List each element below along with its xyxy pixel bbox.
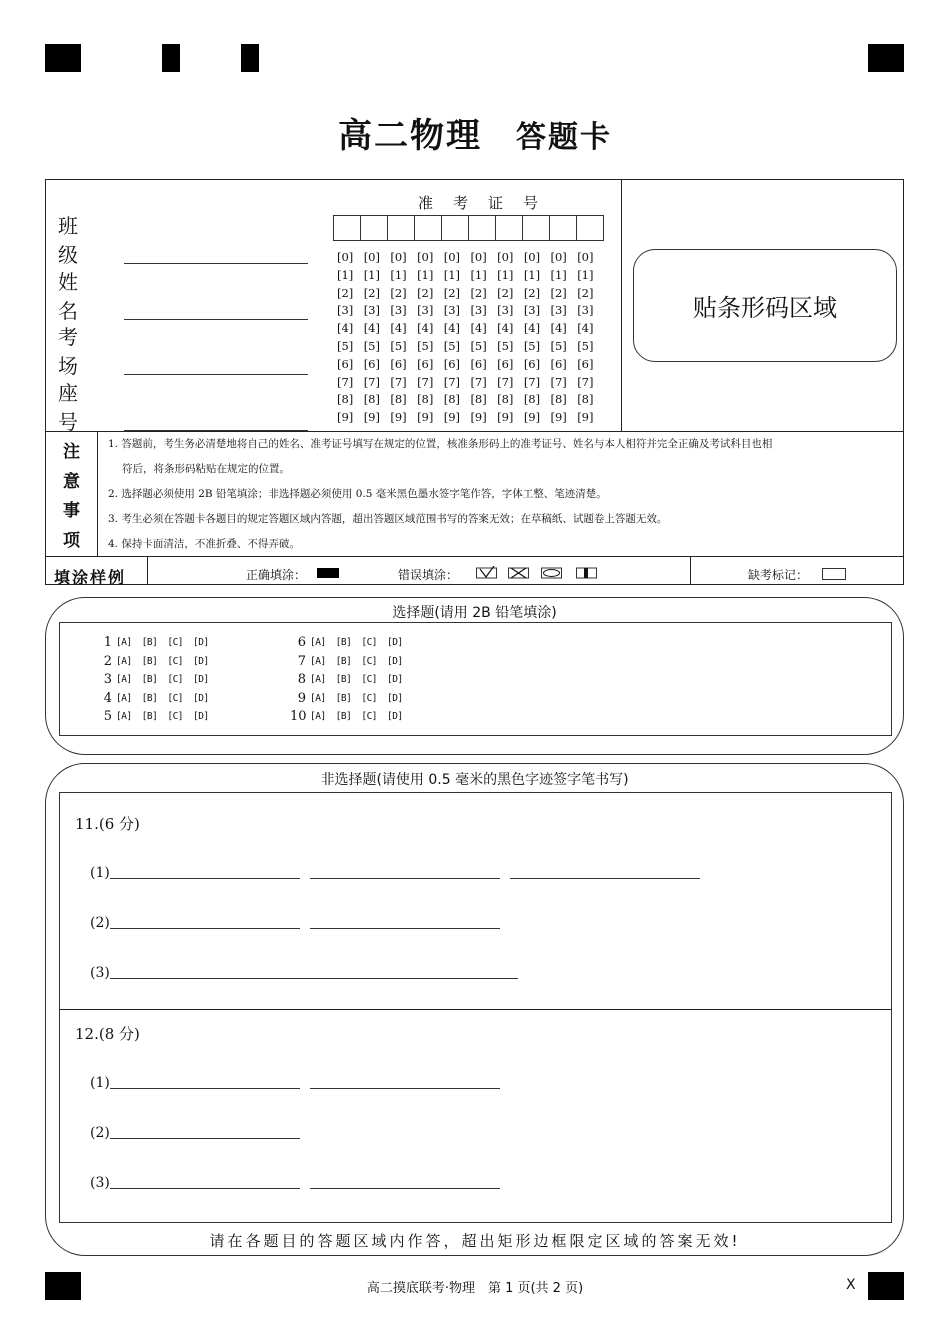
correct-fill-sample xyxy=(317,568,339,578)
option-bubble[interactable]: [D] xyxy=(193,711,209,722)
timing-mark xyxy=(45,44,81,72)
digit-row xyxy=(337,302,604,320)
choice-column-left[interactable] xyxy=(96,634,219,727)
title-card: 答题卡 xyxy=(516,120,612,155)
digit-bubble[interactable]: [6] xyxy=(523,356,541,371)
digit-bubble[interactable]: [3] xyxy=(337,303,354,318)
choice-question-row xyxy=(96,653,219,672)
digit-bubble[interactable]: [3] xyxy=(470,303,487,318)
digit-bubble[interactable]: [5] xyxy=(523,338,541,353)
digit-bubble[interactable]: [2] xyxy=(523,285,541,300)
option-bubble[interactable]: [D] xyxy=(387,655,403,667)
info-panel xyxy=(45,179,904,585)
digit-row xyxy=(337,391,604,409)
digit-bubble[interactable]: [0] xyxy=(337,250,354,264)
digit-bubble[interactable]: [3] xyxy=(390,303,407,318)
option-bubble[interactable]: [B] xyxy=(335,692,352,704)
option-bubble[interactable]: [C] xyxy=(361,674,378,685)
name-field[interactable]: 姓名 xyxy=(58,266,308,324)
digit-bubble[interactable]: [7] xyxy=(497,374,514,389)
nonchoice-section xyxy=(45,763,904,1256)
option-bubble[interactable]: [D] xyxy=(193,674,209,685)
question-number: 3 xyxy=(103,672,112,687)
digit-bubble[interactable]: [1] xyxy=(443,267,461,282)
question-11-title: 11.(6 分) xyxy=(75,815,140,833)
digit-bubble[interactable]: [6] xyxy=(577,356,594,371)
digit-bubble[interactable]: [7] xyxy=(390,374,407,389)
choice-question-row xyxy=(96,708,219,727)
class-field[interactable]: 班级 xyxy=(58,210,308,268)
option-bubble[interactable]: [A] xyxy=(310,655,326,667)
q11-part3[interactable]: (3) xyxy=(90,964,518,981)
option-bubble[interactable]: [D] xyxy=(193,655,209,667)
digit-bubble[interactable]: [3] xyxy=(443,303,461,318)
digit-bubble[interactable]: [4] xyxy=(523,321,541,336)
digit-bubble[interactable]: [1] xyxy=(577,267,594,282)
digit-bubble[interactable]: [8] xyxy=(497,392,514,407)
digit-bubble[interactable]: [6] xyxy=(443,356,461,371)
digit-bubble[interactable]: [5] xyxy=(390,338,407,353)
option-bubble[interactable]: [A] xyxy=(116,692,132,704)
choice-question-row xyxy=(290,708,413,727)
digit-bubble[interactable]: [3] xyxy=(363,303,380,318)
option-bubble[interactable]: [B] xyxy=(141,692,158,704)
digit-bubble[interactable]: [9] xyxy=(523,410,541,425)
note-line: 4. 保持卡面清洁，不准折叠、不得弄破。 xyxy=(108,538,300,550)
digit-bubble[interactable]: [1] xyxy=(470,267,487,282)
option-bubble[interactable]: [C] xyxy=(167,655,184,667)
digit-bubble[interactable]: [7] xyxy=(417,374,434,389)
digit-bubble[interactable]: [3] xyxy=(523,303,541,318)
digit-row xyxy=(337,409,604,427)
option-bubble[interactable]: [A] xyxy=(310,692,326,704)
option-bubble[interactable]: [B] xyxy=(141,637,158,648)
choice-column-right[interactable] xyxy=(290,634,413,727)
question-number: 2 xyxy=(103,653,112,669)
question-12-title: 12.(8 分) xyxy=(75,1025,140,1043)
digit-bubble[interactable]: [0] xyxy=(577,250,594,264)
digit-bubble[interactable]: [0] xyxy=(523,250,541,264)
digit-bubble[interactable]: [9] xyxy=(497,410,514,425)
digit-bubble[interactable]: [7] xyxy=(470,374,487,389)
digit-bubble[interactable]: [1] xyxy=(417,267,434,282)
digit-bubble[interactable]: [8] xyxy=(363,392,380,407)
digit-row xyxy=(337,267,604,285)
digit-bubble[interactable]: [1] xyxy=(363,267,380,282)
option-bubble[interactable]: [D] xyxy=(387,692,403,704)
digit-bubble[interactable]: [9] xyxy=(363,410,380,425)
answer-area-warning: 请在各题目的答题区域内作答，超出矩形边框限定区域的答案无效! xyxy=(209,1232,741,1250)
digit-bubble[interactable]: [5] xyxy=(443,338,461,353)
option-bubble[interactable]: [A] xyxy=(116,655,132,667)
digit-bubble[interactable]: [5] xyxy=(550,338,567,353)
timing-mark xyxy=(241,44,259,72)
choice-question-row xyxy=(290,690,413,709)
digit-bubble[interactable]: [9] xyxy=(550,410,567,425)
question-number: 5 xyxy=(103,709,112,724)
question-number: 4 xyxy=(103,690,112,706)
title-subject: 高二物理 xyxy=(338,116,482,156)
digit-bubble[interactable]: [6] xyxy=(470,356,487,371)
digit-bubble[interactable]: [9] xyxy=(337,410,354,425)
digit-bubble[interactable]: [9] xyxy=(577,410,594,425)
choice-section-title: 选择题(请用 2B 铅笔填涂) xyxy=(392,605,557,621)
absent-mark-label: 缺考标记： xyxy=(748,568,809,582)
nonchoice-answer-area xyxy=(59,792,892,1223)
option-bubble[interactable]: [A] xyxy=(310,637,326,648)
option-bubble[interactable]: [D] xyxy=(387,674,403,685)
option-bubble[interactable]: [D] xyxy=(387,637,403,648)
option-bubble[interactable]: [B] xyxy=(141,711,158,722)
question-number: 6 xyxy=(297,635,306,650)
digit-bubble[interactable]: [8] xyxy=(390,392,407,407)
admission-number-title: 准 考 证 号 xyxy=(418,194,539,212)
digit-bubble[interactable]: [9] xyxy=(390,410,407,425)
note-line: 2. 选择题必须使用 2B 铅笔填涂；非选择题必须使用 0.5 毫米黑色墨水签字笔作答，字体工整、笔迹清楚。 xyxy=(108,488,607,500)
digit-bubble[interactable]: [8] xyxy=(417,392,434,407)
choice-question-row xyxy=(96,690,219,709)
digit-bubble[interactable]: [3] xyxy=(497,303,514,318)
note-line: 符后，将条形码粘贴在规定的位置。 xyxy=(122,463,290,475)
question-number: 1 xyxy=(103,635,112,650)
digit-bubble[interactable]: [4] xyxy=(497,321,514,336)
option-bubble[interactable]: [C] xyxy=(361,692,378,704)
digit-bubble[interactable]: [2] xyxy=(363,285,380,300)
digit-bubble[interactable]: [7] xyxy=(523,374,541,389)
digit-bubble[interactable]: [8] xyxy=(550,392,567,407)
choice-question-row xyxy=(290,653,413,672)
digit-bubble[interactable]: [8] xyxy=(337,392,354,407)
admission-bubble-grid[interactable] xyxy=(337,249,604,427)
digit-bubble[interactable]: [4] xyxy=(417,321,434,336)
digit-bubble[interactable]: [5] xyxy=(337,338,354,353)
digit-bubble[interactable]: [0] xyxy=(443,250,461,264)
digit-bubble[interactable]: [4] xyxy=(390,321,407,336)
absent-mark-box[interactable] xyxy=(822,568,846,580)
digit-bubble[interactable]: [9] xyxy=(443,410,461,425)
digit-bubble[interactable]: [1] xyxy=(337,267,354,282)
digit-bubble[interactable]: [8] xyxy=(523,392,541,407)
option-bubble[interactable]: [A] xyxy=(116,711,132,722)
option-bubble[interactable]: [C] xyxy=(167,637,184,648)
option-bubble[interactable]: [A] xyxy=(116,674,132,685)
digit-bubble[interactable]: [2] xyxy=(550,285,567,300)
digit-bubble[interactable]: [5] xyxy=(363,338,380,353)
digit-bubble[interactable]: [0] xyxy=(470,250,487,264)
timing-mark xyxy=(162,44,180,72)
barcode-area: 贴条形码区域 xyxy=(633,249,897,362)
digit-bubble[interactable]: [0] xyxy=(417,250,434,264)
option-bubble[interactable]: [C] xyxy=(361,637,378,648)
digit-bubble[interactable]: [7] xyxy=(337,374,354,389)
choice-question-row xyxy=(290,671,413,690)
seat-number-field[interactable]: 座号 xyxy=(58,377,308,435)
option-bubble[interactable]: [C] xyxy=(361,655,378,667)
digit-bubble[interactable]: [8] xyxy=(443,392,461,407)
choice-question-row xyxy=(96,634,219,653)
admission-number-boxes[interactable] xyxy=(334,215,604,241)
digit-bubble[interactable]: [1] xyxy=(550,267,567,282)
digit-bubble[interactable]: [4] xyxy=(550,321,567,336)
digit-bubble[interactable]: [7] xyxy=(363,374,380,389)
notes-label: 注 意 事 项 xyxy=(63,441,80,552)
digit-row xyxy=(337,374,604,392)
choice-section xyxy=(45,597,904,755)
option-bubble[interactable]: [C] xyxy=(361,711,378,722)
option-bubble[interactable]: [B] xyxy=(141,674,158,685)
digit-bubble[interactable]: [3] xyxy=(417,303,434,318)
digit-bubble[interactable]: [0] xyxy=(390,250,407,264)
digit-bubble[interactable]: [8] xyxy=(470,392,487,407)
digit-bubble[interactable]: [1] xyxy=(390,267,407,282)
option-bubble[interactable]: [B] xyxy=(335,711,352,722)
digit-bubble[interactable]: [0] xyxy=(550,250,567,264)
wrong-fill-label: 错误填涂： xyxy=(398,568,459,582)
question-number: 10 xyxy=(290,709,307,724)
option-bubble[interactable]: [B] xyxy=(335,674,352,685)
digit-bubble[interactable]: [4] xyxy=(337,321,354,336)
digit-bubble[interactable]: [2] xyxy=(337,285,354,300)
question-number: 8 xyxy=(297,672,306,687)
exam-room-field[interactable]: 考场 xyxy=(58,321,308,379)
option-bubble[interactable]: [B] xyxy=(335,655,352,667)
digit-bubble[interactable]: [3] xyxy=(577,303,594,318)
wrong-fill-samples xyxy=(476,566,601,580)
digit-bubble[interactable]: [2] xyxy=(390,285,407,300)
digit-row xyxy=(337,285,604,303)
digit-bubble[interactable]: [6] xyxy=(337,356,354,371)
option-bubble[interactable]: [B] xyxy=(335,637,352,648)
correct-fill-label: 正确填涂： xyxy=(246,568,307,582)
digit-bubble[interactable]: [6] xyxy=(497,356,514,371)
q11-part2[interactable]: (2) xyxy=(90,914,500,931)
digit-bubble[interactable]: [6] xyxy=(417,356,434,371)
digit-bubble[interactable]: [2] xyxy=(470,285,487,300)
question-number: 9 xyxy=(297,690,306,706)
digit-row xyxy=(337,338,604,356)
timing-mark xyxy=(868,44,904,72)
digit-bubble[interactable]: [7] xyxy=(443,374,461,389)
digit-bubble[interactable]: [7] xyxy=(577,374,594,389)
choice-answer-area xyxy=(59,622,892,736)
digit-bubble[interactable]: [5] xyxy=(497,338,514,353)
digit-bubble[interactable]: [4] xyxy=(363,321,380,336)
digit-bubble[interactable]: [6] xyxy=(390,356,407,371)
option-bubble[interactable]: [B] xyxy=(141,655,158,667)
question-number: 7 xyxy=(297,653,306,669)
digit-bubble[interactable]: [7] xyxy=(550,374,567,389)
q12-part3[interactable]: (3) xyxy=(90,1174,500,1191)
digit-row xyxy=(337,249,604,267)
digit-bubble[interactable]: [3] xyxy=(550,303,567,318)
option-bubble[interactable]: [D] xyxy=(193,692,209,704)
digit-bubble[interactable]: [4] xyxy=(470,321,487,336)
nonchoice-section-title: 非选择题(请使用 0.5 毫米的黑色字迹签字笔书写) xyxy=(320,772,629,788)
digit-row xyxy=(337,320,604,338)
paper-code: X xyxy=(846,1277,856,1293)
option-bubble[interactable]: [C] xyxy=(167,674,184,685)
digit-bubble[interactable]: [2] xyxy=(577,285,594,300)
choice-question-row xyxy=(96,671,219,690)
digit-bubble[interactable]: [5] xyxy=(417,338,434,353)
note-line: 3. 考生必须在答题卡各题目的规定答题区域内答题，超出答题区域范围书写的答案无效；在草稿纸、试题卷上答题无效。 xyxy=(108,513,668,525)
option-bubble[interactable]: [C] xyxy=(167,692,184,704)
digit-bubble[interactable]: [1] xyxy=(497,267,514,282)
option-bubble[interactable]: [A] xyxy=(310,674,326,685)
fill-example-label: 填涂样例 xyxy=(54,568,127,587)
digit-bubble[interactable]: [9] xyxy=(470,410,487,425)
note-line: 1. 答题前，考生务必清楚地将自己的姓名、准考证号填写在规定的位置，核准条形码上的准考证号、姓名与本人相符并完全正确及考试科目也相 xyxy=(108,438,773,450)
digit-row xyxy=(337,356,604,374)
digit-bubble[interactable]: [0] xyxy=(497,250,514,264)
digit-bubble[interactable]: [0] xyxy=(363,250,380,264)
q12-part1[interactable]: (1) xyxy=(90,1074,500,1091)
option-bubble[interactable]: [D] xyxy=(387,711,403,722)
option-bubble[interactable]: [C] xyxy=(167,711,184,722)
q12-part2[interactable]: (2) xyxy=(90,1124,300,1141)
page-title xyxy=(0,108,950,157)
digit-bubble[interactable]: [5] xyxy=(577,338,594,353)
q11-part1[interactable]: (1) xyxy=(90,864,700,881)
option-bubble[interactable]: [D] xyxy=(193,637,209,648)
digit-bubble[interactable]: [6] xyxy=(363,356,380,371)
option-bubble[interactable]: [A] xyxy=(116,637,132,648)
digit-bubble[interactable]: [2] xyxy=(443,285,461,300)
choice-question-row xyxy=(290,634,413,653)
digit-bubble[interactable]: [4] xyxy=(443,321,461,336)
page-footer: 高二摸底联考·物理 第 1 页(共 2 页) xyxy=(366,1281,584,1296)
option-bubble[interactable]: [A] xyxy=(310,711,326,722)
digit-bubble[interactable]: [6] xyxy=(550,356,567,371)
digit-bubble[interactable]: [4] xyxy=(577,321,594,336)
digit-bubble[interactable]: [2] xyxy=(417,285,434,300)
digit-bubble[interactable]: [1] xyxy=(523,267,541,282)
digit-bubble[interactable]: [5] xyxy=(470,338,487,353)
digit-bubble[interactable]: [9] xyxy=(417,410,434,425)
digit-bubble[interactable]: [8] xyxy=(577,392,594,407)
digit-bubble[interactable]: [2] xyxy=(497,285,514,300)
